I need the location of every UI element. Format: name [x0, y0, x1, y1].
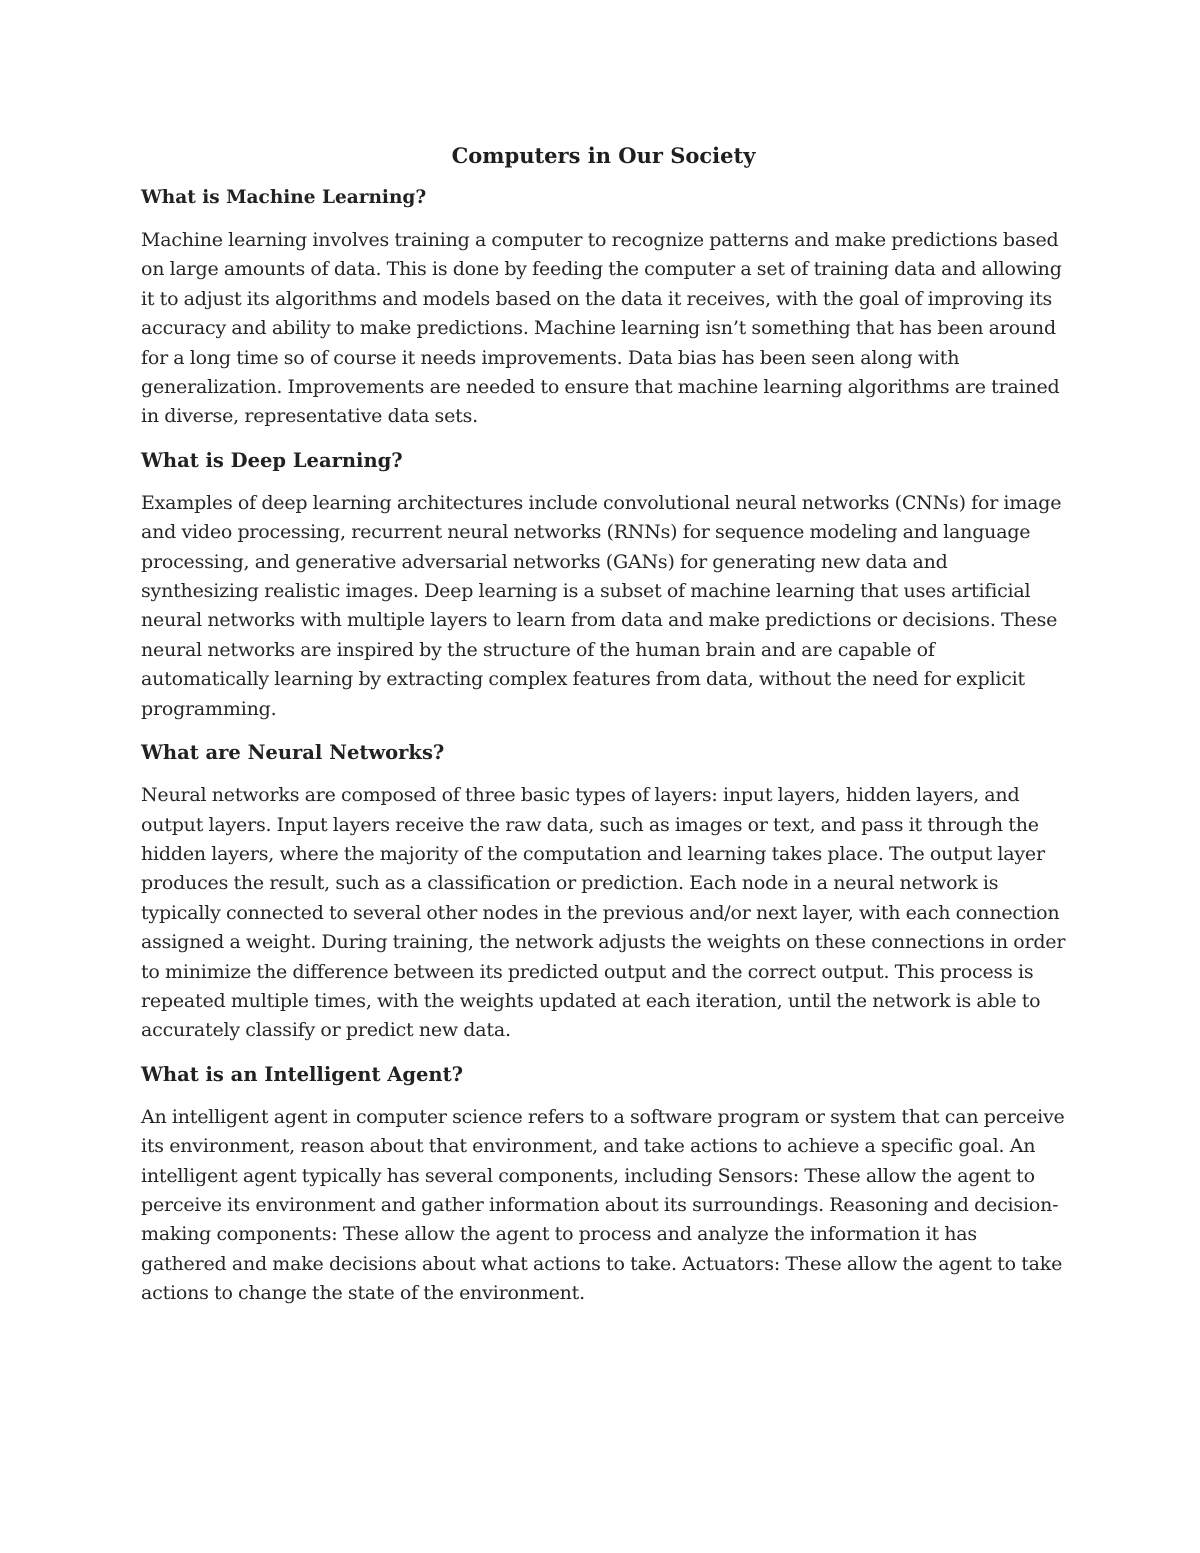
section-deep-learning: [141, 447, 1066, 724]
section-body-neural-networks: Neural networks are composed of three basic types of layers: input layers, hidden layers, and output layers. Input layers receive the raw data, such as images or text, and pass it through the hidden layers, where the majority of the computation and learning takes place. The output layer produces the result, such as a classification or prediction. Each node in a neural network is typically connected to several other nodes in the previous and/or next layer, with each connection assigned a weight. During training, the network adjusts the weights on these connections in order to minimize the difference between its predicted output and the correct output. This process is repeated multiple times, with the weights updated at each iteration, until the network is able to accurately classify or predict new data.: [141, 784, 1066, 1042]
section-heading-intelligent-agent: What is an Intelligent Agent?: [141, 1062, 464, 1086]
document-title: Computers in Our Society: [451, 143, 756, 168]
section-heading-machine-learning: What is Machine Learning?: [141, 187, 427, 208]
document-content: [141, 140, 1066, 1324]
section-body-machine-learning: Machine learning involves training a computer to recognize patterns and make predictions based on large amounts of data. This is done by feeding the computer a set of training data and allowing it to adjust its algorithms and models based on the data it receives, with the goal of improving its accuracy and ability to make predictions. Machine learning isn’t something that has been around for a long time so of course it needs improvements. Data bias has been seen along with generalization. Improvements are needed to ensure that machine learning algorithms are trained in diverse, representative data sets.: [141, 229, 1062, 428]
section-intelligent-agent: [141, 1061, 1066, 1309]
section-heading-neural-networks: What are Neural Networks?: [141, 741, 445, 765]
section-heading-deep-learning: What is Deep Learning?: [141, 448, 403, 472]
section-machine-learning: [141, 184, 1066, 432]
section-body-deep-learning: Examples of deep learning architectures include convolutional neural networks (CNNs) for image and video processing, recurrent neural networks (RNNs) for sequence modeling and language processing, and generative adversarial networks (GANs) for generating new data and synthesizing realistic images. Deep learning is a subset of machine learning that uses artificial neural networks with multiple layers to learn from data and make predictions or decisions. These neural networks are inspired by the structure of the human brain and are capable of automatically learning by extracting complex features from data, without the need for explicit programming.: [141, 491, 1062, 720]
section-body-intelligent-agent: An intelligent agent in computer science refers to a software program or system that can perceive its environment, reason about that environment, and take actions to achieve a specific goal. An intelligent agent typically has several components, including Sensors: These allow the agent to perceive its environment and gather information about its surroundings. Reasoning and decision-making components: These allow the agent to process and analyze the information it has gathered and make decisions about what actions to take. Actuators: These allow the agent to take actions to change the state of the environment.: [141, 1105, 1065, 1305]
section-neural-networks: [141, 739, 1066, 1046]
